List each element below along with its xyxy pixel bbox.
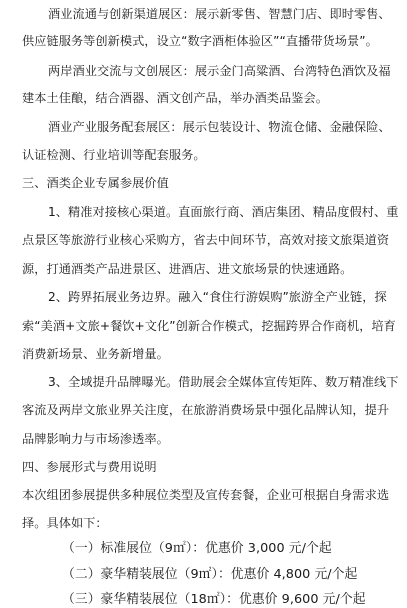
- section-heading: 三、酒类企业专属参展价值: [22, 176, 169, 190]
- paragraph-line: 源，打通酒类产品进景区、进酒店、进文旅场景的快速通路。: [22, 262, 353, 276]
- section-heading: 四、参展形式与费用说明: [22, 460, 157, 474]
- paragraph-line: 认证检测、行业培训等配套服务。: [22, 148, 206, 162]
- paragraph-line: 建本土佳酿，结合酒器、酒文创产品，举办酒类品鉴会。: [22, 91, 328, 105]
- paragraph-line: 两岸酒业交流与文创展区：展示金门高粱酒、台湾特色酒饮及福: [48, 64, 391, 78]
- paragraph-line: 供应链服务等创新模式，设立“数字酒柜体验区”“直播带货场景”。: [22, 34, 378, 48]
- paragraph-line: 酒业产业服务配套展区：展示包装设计、物流仓储、金融保险、: [48, 120, 391, 134]
- paragraph-line: 3、全域提升品牌曝光。借助展会全媒体宣传矩阵、数万精准线下: [48, 375, 399, 389]
- paragraph-line: 酒业流通与创新渠道展区：展示新零售、智慧门店、即时零售、: [48, 7, 391, 21]
- price-option-line: （三）豪华精装展位（18㎡）：优惠价 9,600 元/个起: [62, 592, 366, 607]
- paragraph-line: 本次组团参展提供多种展位类型及宣传套餐，企业可根据自身需求选: [22, 488, 390, 502]
- paragraph-line: 客流及两岸文旅业界关注度，在旅游消费场景中强化品牌认知，提升: [22, 403, 390, 417]
- paragraph-line: 索“美酒+文旅+餐饮+文化”创新合作模式，挖掘跨界合作商机，培育: [22, 319, 396, 333]
- paragraph-line: 点景区等旅游行业核心采购方，省去中间环节，高效对接文旅渠道资: [22, 233, 390, 247]
- paragraph-line: 择。具体如下：: [22, 516, 108, 530]
- paragraph-line: 消费新场景、业务新增量。: [22, 347, 169, 361]
- price-option-line: （二）豪华精装展位（9㎡）：优惠价 4,800 元/个起: [62, 567, 358, 582]
- paragraph-line: 2、跨界拓展业务边界。融入“食住行游娱购”旅游全产业链，探: [48, 290, 387, 304]
- paragraph-line: 1、精准对接核心渠道。直面旅行商、酒店集团、精品度假村、重: [48, 205, 399, 219]
- price-option-line: （一）标准展位（9㎡）：优惠价 3,000 元/个起: [62, 541, 332, 556]
- paragraph-line: 品牌影响力与市场渗透率。: [22, 432, 169, 446]
